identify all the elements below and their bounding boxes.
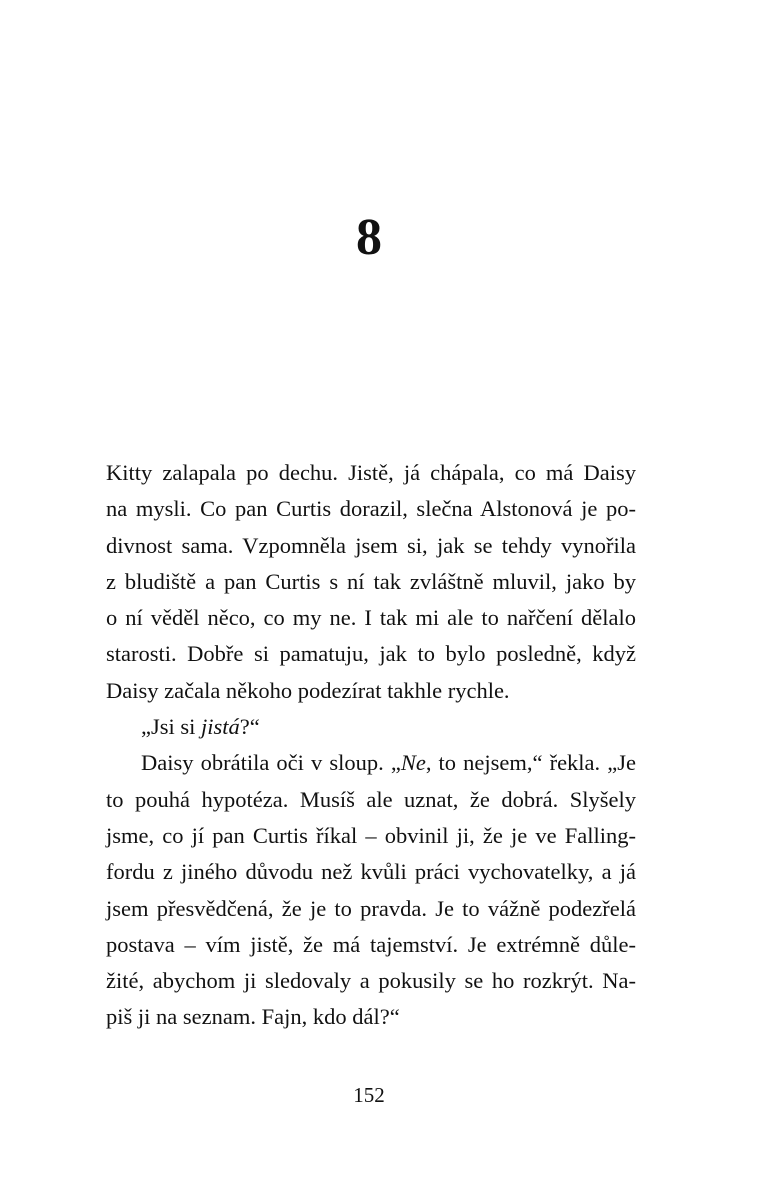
- text-run: Daisy obrátila oči v sloup. „: [141, 750, 401, 776]
- text-line: Daisy začala někoho podezírat takhle rychle.: [106, 677, 510, 703]
- page-number: 152: [353, 1083, 385, 1107]
- text-line: fordu z jiného důvodu než kvůli práci vychovatelky, a já: [106, 859, 636, 885]
- italic-text: jistá: [201, 714, 240, 740]
- body-text: [106, 455, 636, 1036]
- text-line: jsme, co jí pan Curtis říkal – obvinil ji, že je ve Falling-: [106, 822, 636, 848]
- paragraph-3: [106, 745, 636, 1035]
- chapter-number: 8: [356, 209, 382, 266]
- italic-text: Ne: [400, 750, 426, 776]
- text-run: , to nejsem,“ řekla. „Je: [425, 750, 636, 776]
- paragraph-1: [106, 455, 636, 709]
- text-line: [106, 745, 636, 781]
- text-line: jsem přesvědčená, že je to pravda. Je to vážně podezřelá: [106, 895, 636, 921]
- text-line: o ní věděl něco, co my ne. I tak mi ale to nařčení dělalo: [106, 605, 636, 631]
- text-line: piš ji na seznam. Fajn, kdo dál?“: [106, 1004, 400, 1030]
- paragraph-2: [106, 709, 636, 745]
- text-line: z bludiště a pan Curtis s ní tak zvláštně mluvil, jako by: [106, 568, 636, 594]
- text-line: postava – vím jistě, že má tajemství. Je extrémně důle-: [106, 931, 636, 957]
- text-line: starosti. Dobře si pamatuju, jak to bylo posledně, když: [106, 641, 636, 667]
- text-line: to pouhá hypotéza. Musíš ale uznat, že dobrá. Slyšely: [106, 786, 636, 812]
- text-line: Kitty zalapala po dechu. Jistě, já chápala, co má Daisy: [106, 460, 636, 485]
- text-run: ?“: [239, 714, 260, 740]
- text-line: žité, abychom ji sledovaly a pokusily se ho rozkrýt. Na-: [106, 968, 636, 994]
- text-line: na mysli. Co pan Curtis dorazil, slečna Alstonová je po-: [106, 496, 636, 522]
- text-line: divnost sama. Vzpomněla jsem si, jak se tehdy vynořila: [106, 532, 636, 558]
- text-run: „Jsi si: [141, 714, 202, 740]
